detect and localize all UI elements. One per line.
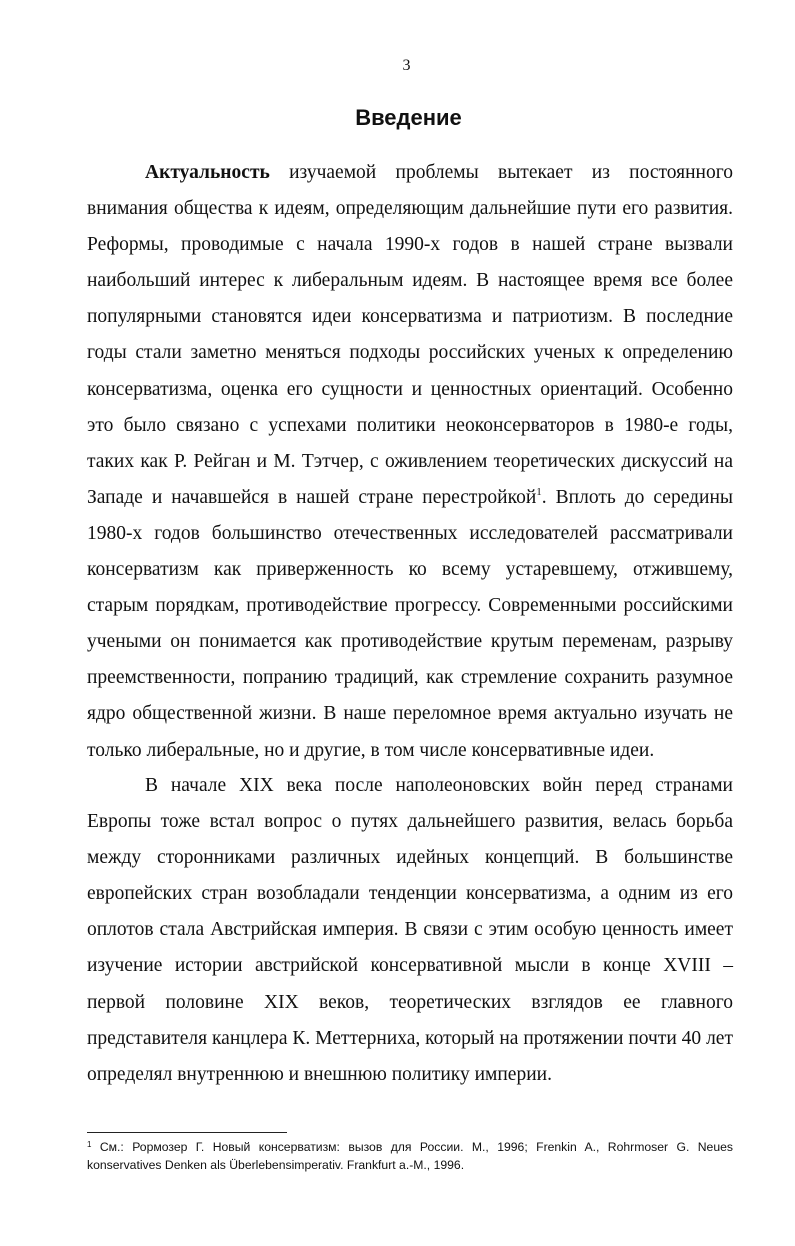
footnote-text: См.: Рормозер Г. Новый консерватизм: вызов для России. М., 1996; Frenkin A., Rohrmoser G. Neues konservatives Denken als Überlebensimperativ. Frankfurt a.-M., 1996. — [87, 1140, 733, 1172]
footnote-reference[interactable]: 1 — [536, 485, 542, 498]
page-number: 3 — [402, 57, 411, 74]
paragraph-relevance — [87, 155, 733, 769]
paragraph-text-part-b: . Вплоть до середины 1980-х годов большинство отечественных исследователей рассматривали консерватизм как приверженность ко всему устаревшему, отжившему, старым порядкам, противодействие прогрессу. Современными российскими учеными он понимается как противодействие крутым переменам, разрыву преемственности, попранию традиций, как стремление сохранить разумное ядро общественной жизни. В наше переломное время актуально изучать не только либеральные, но и другие, в том числе консервативные идеи. — [87, 486, 734, 761]
paragraph-lead-term: Актуальность — [145, 162, 270, 183]
paragraph-text-part-a: изучаемой проблемы вытекает из постоянного внимания общества к идеям, определяющим дальнейшие пути его развития. Реформы, проводимые с начала 1990-х годов в нашей стране вызвали наибольший интерес к либеральным идеям. В настоящее время все более популярными становятся идеи консерватизма и патриотизм. В последние годы стали заметно меняться подходы российских ученых к определению консерватизма, оценка его сущности и ценностных ориентаций. Особенно это было связано с успехами политики неоконсерваторов в 1980-е годы, таких как Р. Рейган и М. Тэтчер, с оживлением теоретических дискуссий на Западе и начавшейся в нашей стране перестройкой — [87, 162, 733, 508]
footnote-divider — [87, 1132, 287, 1133]
page-title: Введение — [355, 105, 462, 130]
footnote — [87, 1138, 733, 1174]
footnote-marker: 1 — [87, 1140, 92, 1149]
paragraph-history: В начале XIX века после наполеоновских войн перед странами Европы тоже встал вопрос о путях дальнейшего развития, велась борьба между сторонниками различных идейных концепций. В большинстве европейских стран возобладали тенденции консерватизма, а одним из его оплотов стала Австрийская империя. В связи с этим особую ценность имеет изучение истории австрийской консервативной мысли в конце XVIII – первой половине XIX веков, теоретических взглядов ее главного представителя канцлера К. Меттерниха, который на протяжении почти 40 лет определял внутреннюю и внешнюю политику империи. — [87, 775, 733, 1085]
